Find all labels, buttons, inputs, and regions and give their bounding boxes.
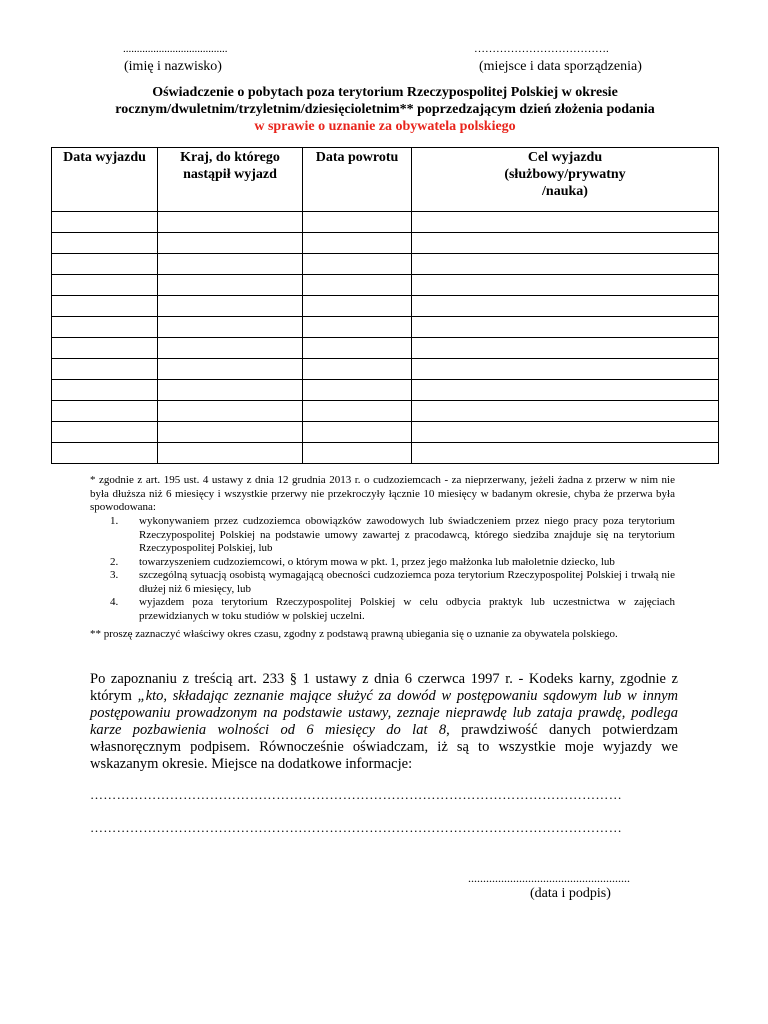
table-cell[interactable] — [412, 212, 719, 233]
list-item: 4. wyjazdem poza terytorium Rzeczypospolitej Polskiej w celu odbycia praktyk lub uczestnictwa w zajęciach przewidzianych w toku studiów w polskiej uczelni. — [110, 596, 675, 622]
name-dots: ...................................... — [123, 43, 228, 55]
table-row — [52, 359, 719, 380]
declaration-text: Po zapoznaniu z treścią art. 233 § 1 ustawy z dnia 6 czerwca 1997 r. - Kodeks karny, zgodnie z którym „kto, składając zeznanie mające służyć za dowód w postępowaniu sądowym lub w innym postępowaniu prowadzonym na podstawie ustawy, zeznaje nieprawdę lub zataja prawdę, podlega karze pozbawienia wolności od 6 miesięcy do lat 8, prawdziwość danych potwierdzam własnoręcznym podpisem. Równocześnie oświadczam, iż są to wszystkie moje wyjazdy we wskazanym okresie. Miejsce na dodatkowe informacje: — [90, 671, 678, 772]
title-line-1: Oświadczenie o pobytach poza terytorium Rzeczypospolitej Polskiej w okresie — [152, 85, 618, 100]
table-cell[interactable] — [412, 359, 719, 380]
table-row — [52, 233, 719, 254]
additional-info-line-1[interactable]: ………………………………………………………………………………………………………… — [90, 787, 622, 802]
table-cell[interactable] — [52, 296, 158, 317]
table-cell[interactable] — [158, 443, 303, 464]
table-cell[interactable] — [158, 338, 303, 359]
table-cell[interactable] — [52, 401, 158, 422]
table-cell[interactable] — [303, 422, 412, 443]
list-item: 1. wykonywaniem przez cudzoziemca obowiązków zawodowych lub świadczeniem przez niego pracy poza terytorium Rzeczypospolitej Polskiej na podstawie umowy zawartej z pracodawcą, którego siedziba znajduje się na terytorium Rzeczypospolitej Polskiej, lub — [110, 515, 675, 554]
table-cell[interactable] — [52, 443, 158, 464]
table-cell[interactable] — [412, 401, 719, 422]
table-cell[interactable] — [52, 233, 158, 254]
table-cell[interactable] — [52, 422, 158, 443]
table-cell[interactable] — [158, 296, 303, 317]
table-cell[interactable] — [158, 401, 303, 422]
table-row — [52, 401, 719, 422]
table-cell[interactable] — [412, 422, 719, 443]
list-item: 2. towarzyszeniem cudzoziemcowi, o którym mowa w pkt. 1, przez jego małżonka lub małoletnie dziecko, lub — [110, 555, 615, 568]
table-row — [52, 275, 719, 296]
footnote-1: * zgodnie z art. 195 ust. 4 ustawy z dnia 12 grudnia 2013 r. o cudzoziemcach - za nieprzerwany, jeżeli żadna z przerw w nim nie była dłuższa niż 6 miesięcy i wszystkie przerwy nie przekroczyły łącznie 10 miesięcy w badanym okresie, chyba że przerwa była spowodowana: — [90, 474, 675, 513]
title-line-2: rocznym/dwuletnim/trzyletnim/dziesięcioletnim** poprzedzającym dzień złożenia podania — [115, 102, 655, 117]
table-cell[interactable] — [412, 317, 719, 338]
table-cell[interactable] — [52, 212, 158, 233]
table-cell[interactable] — [412, 338, 719, 359]
signature-dots[interactable]: ...................................................... — [468, 871, 630, 885]
table-cell[interactable] — [158, 380, 303, 401]
table-cell[interactable] — [158, 359, 303, 380]
col-header-country: Kraj, do którego nastąpił wyjazd — [158, 148, 303, 212]
table-cell[interactable] — [52, 317, 158, 338]
table-cell[interactable] — [52, 338, 158, 359]
table-cell[interactable] — [303, 359, 412, 380]
table-cell[interactable] — [303, 233, 412, 254]
table-row — [52, 380, 719, 401]
signature-caption: (data i podpis) — [530, 886, 611, 901]
table-cell[interactable] — [303, 275, 412, 296]
list-item: 3. szczególną sytuacją osobistą wymagającą obecności cudzoziemca poza terytorium Rzeczypospolitej Polskiej i trwałą nie dłużej niż 6 miesięcy, lub — [110, 569, 675, 595]
place-date-caption: (miejsce i data sporządzenia) — [479, 59, 642, 74]
table-cell[interactable] — [303, 401, 412, 422]
table-cell[interactable] — [303, 212, 412, 233]
additional-info-line-2[interactable]: ………………………………………………………………………………………………………… — [90, 820, 622, 835]
table-cell[interactable] — [158, 317, 303, 338]
table-cell[interactable] — [303, 296, 412, 317]
table-cell[interactable] — [52, 254, 158, 275]
penal-code-quote: „kto, składając zeznanie mające służyć za dowód w postępowaniu sądowym lub w innym postępowaniu prowadzonym na podstawie ustawy, zeznaje nieprawdę lub zataja prawdę, podlega karze pozbawienia wolności od 6 miesięcy do lat 8 — [90, 688, 678, 738]
table-cell[interactable] — [52, 275, 158, 296]
table-row — [52, 443, 719, 464]
table-cell[interactable] — [158, 422, 303, 443]
table-cell[interactable] — [412, 233, 719, 254]
table-row — [52, 212, 719, 233]
table-row — [52, 254, 719, 275]
table-cell[interactable] — [303, 254, 412, 275]
table-cell[interactable] — [412, 296, 719, 317]
footnote-1-list — [110, 515, 675, 623]
table-cell[interactable] — [412, 275, 719, 296]
table-cell[interactable] — [52, 359, 158, 380]
table-row — [52, 317, 719, 338]
place-date-dots: ………………………………. — [474, 43, 609, 55]
table-cell[interactable] — [303, 380, 412, 401]
table-cell[interactable] — [412, 380, 719, 401]
table-cell[interactable] — [303, 338, 412, 359]
table-cell[interactable] — [158, 275, 303, 296]
table-cell[interactable] — [158, 212, 303, 233]
table-cell[interactable] — [158, 254, 303, 275]
table-cell[interactable] — [412, 254, 719, 275]
col-header-purpose: Cel wyjazdu (służbowy/prywatny /nauka) — [412, 148, 719, 212]
table-row — [52, 296, 719, 317]
title-line-3: w sprawie o uznanie za obywatela polskiego — [254, 119, 516, 134]
table-cell[interactable] — [412, 443, 719, 464]
col-header-departure-date: Data wyjazdu — [52, 148, 158, 212]
table-row — [52, 338, 719, 359]
table-cell[interactable] — [303, 443, 412, 464]
table-cell[interactable] — [158, 233, 303, 254]
table-row — [52, 422, 719, 443]
trips-table — [51, 147, 719, 464]
name-caption: (imię i nazwisko) — [124, 59, 222, 74]
document-title — [60, 84, 710, 135]
table-cell[interactable] — [52, 380, 158, 401]
footnote-2: ** proszę zaznaczyć właściwy okres czasu, zgodny z podstawą prawną ubiegania się o uznanie za obywatela polskiego. — [90, 628, 618, 640]
col-header-return-date: Data powrotu — [303, 148, 412, 212]
table-cell[interactable] — [303, 317, 412, 338]
table-header-row — [52, 148, 719, 212]
